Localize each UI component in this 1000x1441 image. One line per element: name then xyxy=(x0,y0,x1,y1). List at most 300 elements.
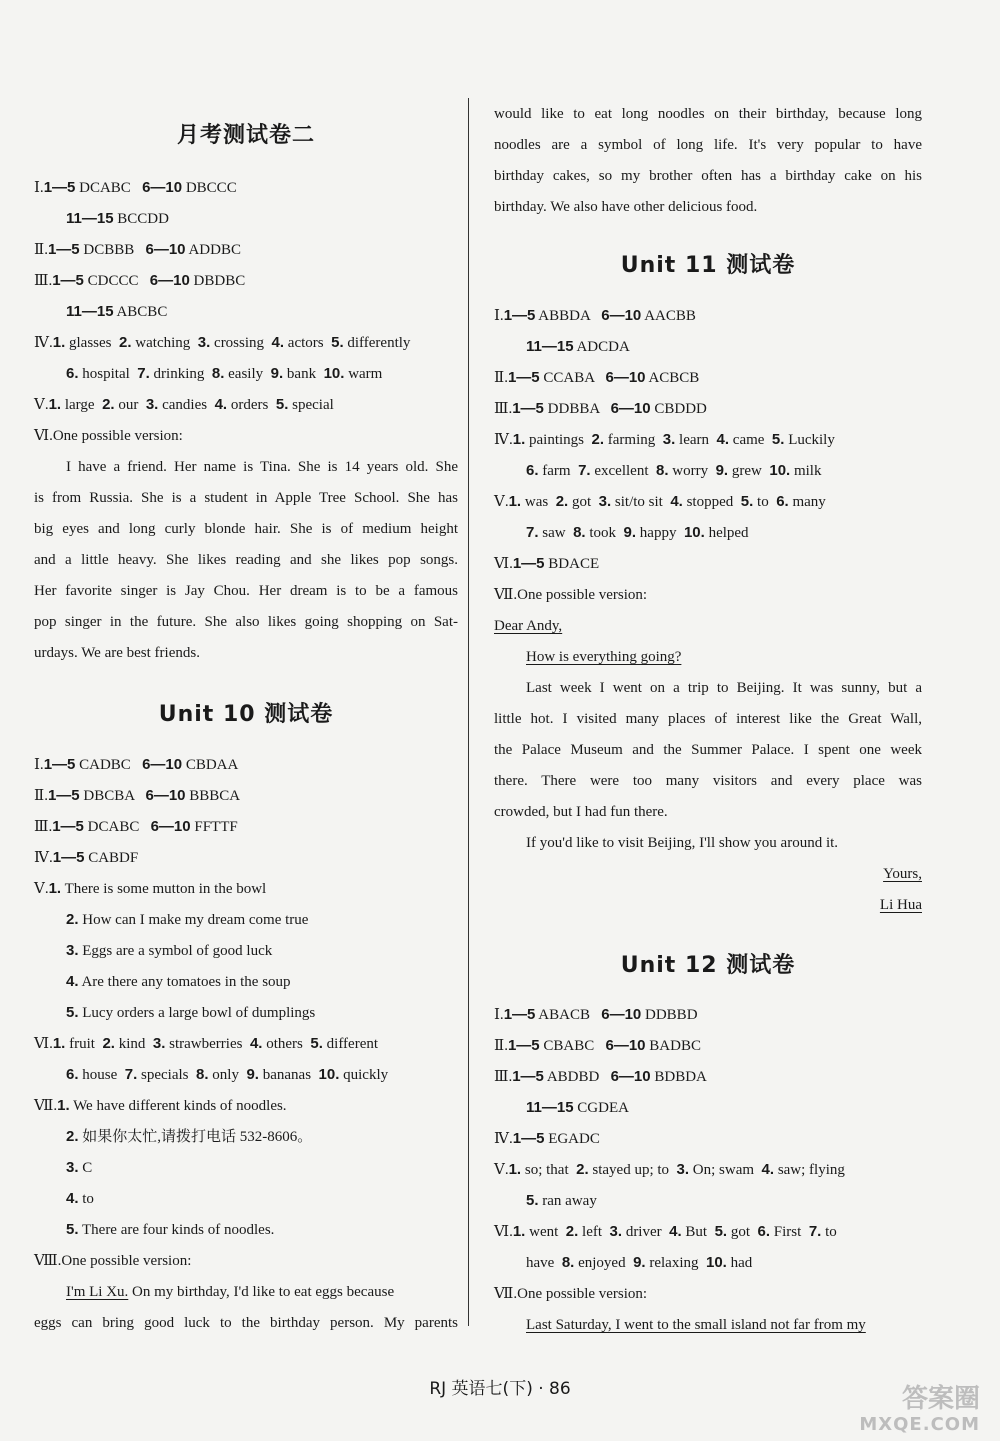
item-number: 1. xyxy=(508,1161,522,1178)
answer-text: ABCBC xyxy=(113,304,168,320)
question-number: Ⅰ. xyxy=(34,757,44,773)
item-number: 3. xyxy=(66,942,79,959)
answer-text: crossing xyxy=(210,335,272,351)
answer-text: actors xyxy=(284,335,332,351)
answer-text: DDBBA xyxy=(543,401,611,417)
letter-signoff-text: Yours, xyxy=(883,866,922,882)
essay-line: birthday cakes, so my brother often has a birthday cake on his xyxy=(494,168,922,184)
essay-line: urdays. We are best friends. xyxy=(34,645,200,661)
question-number: Ⅲ. xyxy=(34,273,53,289)
letter-body-line: Last week I went on a trip to Beijing. It was sunny, but a xyxy=(526,680,922,696)
item-number: 1. xyxy=(48,396,62,413)
answer-line xyxy=(494,492,922,512)
item-number: 3. xyxy=(152,1035,166,1052)
item-number: 1—5 xyxy=(512,400,544,417)
answer-text: specials xyxy=(137,1067,197,1083)
question-number: Ⅱ. xyxy=(494,1038,508,1054)
item-number: 6—10 xyxy=(150,818,191,835)
item-number: 2. xyxy=(102,1035,115,1052)
answer-line xyxy=(34,240,458,260)
item-number: 6. xyxy=(757,1223,771,1240)
answer-text: BADBC xyxy=(645,1038,701,1054)
item-number: 1—5 xyxy=(512,1130,545,1147)
item-number: 1—5 xyxy=(52,818,84,835)
answer-line xyxy=(34,178,458,198)
answer-text: First xyxy=(770,1224,809,1240)
item-number: 9. xyxy=(270,365,284,382)
answer-text: sit/to sit xyxy=(611,494,671,510)
answer-text: excellent xyxy=(590,463,656,479)
question-number: Ⅷ. xyxy=(34,1253,62,1269)
item-number: 1. xyxy=(52,334,66,351)
answer-line xyxy=(34,1158,458,1178)
answer-text: DCBBB xyxy=(79,242,146,258)
answer-line xyxy=(34,1189,458,1209)
item-number: 1—5 xyxy=(52,849,85,866)
item-number: 1—5 xyxy=(47,241,80,258)
answer-text: We have different kinds of noodles. xyxy=(69,1098,287,1114)
answer-text: came xyxy=(729,432,772,448)
letter-body-line: the Palace Museum and the Summer Palace. I spent one week xyxy=(494,742,922,758)
section-title: Unit 12 测试卷 xyxy=(620,953,796,978)
answer-text: learn xyxy=(675,432,717,448)
essay-line: I have a friend. Her name is Tina. She is 14 years old. She xyxy=(66,459,458,475)
item-number: 5. xyxy=(331,334,344,351)
item-number: 5. xyxy=(66,1221,79,1238)
answer-text: DBDBC xyxy=(189,273,246,289)
question-number: Ⅲ. xyxy=(494,401,513,417)
answer-text: One possible version: xyxy=(517,587,648,603)
answer-line xyxy=(34,426,458,446)
answer-line xyxy=(494,1036,922,1056)
essay-line: is from Russia. She is a student in Apple Tree School. She has xyxy=(34,490,458,506)
essay-line xyxy=(34,1282,458,1302)
letter-body-line: crowded, but I had fun there. xyxy=(494,804,668,820)
watermark-url: MXQE.COM xyxy=(859,1414,980,1435)
question-number: Ⅴ. xyxy=(34,397,49,413)
answer-text: EGADC xyxy=(544,1131,600,1147)
item-number: 3. xyxy=(197,334,211,351)
item-number: 7. xyxy=(578,462,591,479)
answer-line xyxy=(34,271,458,291)
item-number: 6—10 xyxy=(142,179,183,196)
item-number: 8. xyxy=(656,462,669,479)
answer-text: FFTTF xyxy=(190,819,238,835)
item-number: 10. xyxy=(323,365,345,382)
item-number: 3. xyxy=(662,431,676,448)
answer-text: Lucy orders a large bowl of dumplings xyxy=(78,1005,316,1021)
answer-text: stayed up; to xyxy=(588,1162,677,1178)
answer-line xyxy=(34,910,458,930)
answer-text: ABBDA xyxy=(535,308,602,324)
question-number: Ⅵ. xyxy=(494,1224,513,1240)
item-number: 4. xyxy=(761,1161,775,1178)
item-number: 11—15 xyxy=(66,303,114,320)
item-number: 1. xyxy=(512,431,526,448)
answer-text: DDBBD xyxy=(641,1007,698,1023)
item-number: 10. xyxy=(683,524,705,541)
question-number: Ⅶ. xyxy=(494,587,518,603)
item-number: 4. xyxy=(670,493,683,510)
answer-text: There are four kinds of noodles. xyxy=(78,1222,275,1238)
answer-line xyxy=(494,1160,922,1180)
answer-text: milk xyxy=(790,463,822,479)
answer-line xyxy=(494,554,922,574)
essay-line: and a little heavy. She likes reading and she likes pop songs. xyxy=(34,552,458,568)
letter-opening-text: How is everything going? xyxy=(526,649,682,665)
answer-text: easily xyxy=(224,366,271,382)
answer-text: house xyxy=(78,1067,125,1083)
answer-line xyxy=(494,1129,922,1149)
answer-text: DCABC xyxy=(75,180,143,196)
essay-line: Her favorite singer is Jay Chou. Her dream is to be a famous xyxy=(34,583,458,599)
answer-text: 如果你太忙,请拨打电话 532-8606。 xyxy=(78,1129,313,1145)
answer-text: CCABA xyxy=(539,370,606,386)
essay-line: pop singer in the future. She also likes going shopping on Sat- xyxy=(34,614,458,630)
item-number: 1—5 xyxy=(47,787,80,804)
answer-line xyxy=(34,209,458,229)
item-number: 11—15 xyxy=(526,338,574,355)
answer-line xyxy=(494,1253,922,1273)
answer-line xyxy=(34,1034,458,1054)
item-number: 1—5 xyxy=(507,369,540,386)
item-number: 9. xyxy=(715,462,729,479)
essay-line: noodles are a symbol of long life. It's very popular to have xyxy=(494,137,922,153)
answer-text: special xyxy=(288,397,334,413)
item-number: 4. xyxy=(66,1190,79,1207)
answer-line xyxy=(34,1127,458,1147)
answer-text: so; that xyxy=(521,1162,577,1178)
answer-line xyxy=(34,972,458,992)
item-number: 6—10 xyxy=(605,1037,646,1054)
item-number: 9. xyxy=(633,1254,646,1271)
answer-text: CBDDD xyxy=(650,401,707,417)
answer-text: CBDAA xyxy=(182,757,239,773)
answer-line xyxy=(494,1098,922,1118)
item-number: 6—10 xyxy=(601,1006,642,1023)
answer-text: bank xyxy=(283,366,324,382)
answer-text: enjoyed xyxy=(574,1255,634,1271)
answer-text: ACBCB xyxy=(645,370,700,386)
item-number: 8. xyxy=(211,365,225,382)
answer-text: was xyxy=(521,494,556,510)
answer-text: But xyxy=(681,1224,715,1240)
question-number: Ⅳ. xyxy=(34,850,53,866)
item-number: 2. xyxy=(555,493,569,510)
answer-text: happy xyxy=(636,525,684,541)
answer-text: BBBCA xyxy=(185,788,241,804)
answer-text: farm xyxy=(538,463,579,479)
answer-line xyxy=(494,585,922,605)
question-number: Ⅰ. xyxy=(494,308,504,324)
item-number: 3. xyxy=(145,396,159,413)
letter-signoff xyxy=(494,864,922,884)
answer-text: strawberries xyxy=(165,1036,250,1052)
item-number: 10. xyxy=(318,1066,340,1083)
answer-text: hospital xyxy=(78,366,138,382)
answer-text: warm xyxy=(344,366,383,382)
question-number: Ⅳ. xyxy=(494,432,513,448)
answer-text: On; swam xyxy=(689,1162,762,1178)
question-number: Ⅱ. xyxy=(34,788,48,804)
answer-line xyxy=(34,879,458,899)
letter-salutation: Dear Andy, xyxy=(494,618,563,634)
answer-text: DBCCC xyxy=(182,180,237,196)
item-number: 4. xyxy=(716,431,730,448)
question-number: Ⅰ. xyxy=(34,180,44,196)
answer-text: CBABC xyxy=(539,1038,606,1054)
item-number: 1—5 xyxy=(43,179,76,196)
essay-underlined-text: I'm Li Xu. xyxy=(66,1284,129,1300)
answer-text: One possible version: xyxy=(61,1253,192,1269)
item-number: 8. xyxy=(561,1254,575,1271)
answer-line xyxy=(34,364,458,384)
item-number: 6—10 xyxy=(610,400,651,417)
answer-text: BDACE xyxy=(544,556,600,572)
essay-line: eggs can bring good luck to the birthday person. My parents xyxy=(34,1315,458,1331)
answer-text: left xyxy=(578,1224,610,1240)
item-number: 1. xyxy=(57,1097,70,1114)
answer-text: ran away xyxy=(538,1193,597,1209)
answer-text: BCCDD xyxy=(113,211,169,227)
answer-line xyxy=(494,368,922,388)
answer-text: paintings xyxy=(525,432,592,448)
answer-text: kind xyxy=(114,1036,153,1052)
answer-text: worry xyxy=(668,463,716,479)
question-number: Ⅵ. xyxy=(34,1036,53,1052)
item-number: 2. xyxy=(66,1128,79,1145)
item-number: 10. xyxy=(769,462,791,479)
item-number: 6. xyxy=(526,462,539,479)
column-divider xyxy=(468,98,469,1326)
item-number: 6—10 xyxy=(142,756,183,773)
answer-text: orders xyxy=(227,397,276,413)
answer-text: took xyxy=(585,525,624,541)
question-number: Ⅴ. xyxy=(494,1162,509,1178)
item-number: 1. xyxy=(512,1223,526,1240)
item-number: 5. xyxy=(66,1004,79,1021)
answer-text: ADCDA xyxy=(573,339,630,355)
answer-text: grew xyxy=(728,463,770,479)
item-number: 7. xyxy=(526,524,539,541)
answer-text: ADDBC xyxy=(185,242,241,258)
answer-text: our xyxy=(114,397,146,413)
question-number: Ⅲ. xyxy=(34,819,53,835)
answer-text: C xyxy=(78,1160,93,1176)
answer-text: CADBC xyxy=(75,757,143,773)
item-number: 2. xyxy=(576,1161,589,1178)
item-number: 4. xyxy=(249,1035,263,1052)
answer-text: to xyxy=(821,1224,837,1240)
item-number: 5. xyxy=(275,396,289,413)
question-number: Ⅲ. xyxy=(494,1069,513,1085)
letter-body-line: little hot. I visited many places of interest like the Great Wall, xyxy=(494,711,922,727)
answer-line xyxy=(34,333,458,353)
item-number: 1—5 xyxy=(503,1006,536,1023)
item-number: 6—10 xyxy=(601,307,642,324)
answer-text: got xyxy=(568,494,599,510)
answer-line xyxy=(34,1003,458,1023)
answer-line xyxy=(34,786,458,806)
answer-text: relaxing xyxy=(645,1255,706,1271)
answer-text: quickly xyxy=(339,1067,389,1083)
essay-text: On my birthday, I'd like to eat eggs because xyxy=(128,1284,395,1300)
answer-line xyxy=(494,337,922,357)
item-number: 7. xyxy=(808,1223,822,1240)
item-number: 5. xyxy=(310,1035,323,1052)
answer-text: to xyxy=(78,1191,94,1207)
item-number: 4. xyxy=(214,396,228,413)
item-number: 11—15 xyxy=(526,1099,574,1116)
item-number: 5. xyxy=(740,493,754,510)
page-footer: RJ 英语七(下) · 86 xyxy=(429,1379,571,1399)
answer-text: ABACB xyxy=(535,1007,602,1023)
answer-line xyxy=(494,399,922,419)
answer-text: went xyxy=(525,1224,566,1240)
answer-text: farming xyxy=(604,432,663,448)
item-number: 3. xyxy=(676,1161,690,1178)
section-title: 月考测试卷二 xyxy=(176,123,315,148)
item-number: 6—10 xyxy=(605,369,646,386)
answer-text: got xyxy=(727,1224,758,1240)
item-number: 3. xyxy=(609,1223,623,1240)
answer-text: One possible version: xyxy=(52,428,183,444)
answer-line xyxy=(34,817,458,837)
item-number: 5. xyxy=(714,1223,728,1240)
item-number: 9. xyxy=(246,1066,259,1083)
answer-text: differently xyxy=(343,335,411,351)
item-number: 4. xyxy=(271,334,285,351)
answer-text: only xyxy=(208,1067,247,1083)
item-number: 6—10 xyxy=(145,787,186,804)
answer-text: AACBB xyxy=(641,308,696,324)
answer-line xyxy=(494,523,922,543)
section-title: Unit 10 测试卷 xyxy=(158,702,334,727)
item-number: 2. xyxy=(102,396,115,413)
answer-line xyxy=(34,848,458,868)
question-number: Ⅳ. xyxy=(494,1131,513,1147)
answer-text: CDCCC xyxy=(83,273,150,289)
item-number: 8. xyxy=(573,524,586,541)
essay-line: would like to eat long noodles on their birthday, because long xyxy=(494,106,922,122)
section-title: Unit 11 测试卷 xyxy=(620,253,796,278)
item-number: 10. xyxy=(706,1254,727,1271)
item-number: 1—5 xyxy=(43,756,76,773)
item-number: 1—5 xyxy=(52,272,84,289)
watermark-text: 答案圈 xyxy=(901,1384,980,1414)
item-number: 2. xyxy=(119,334,132,351)
item-number: 4. xyxy=(66,973,79,990)
question-number: Ⅶ. xyxy=(494,1286,518,1302)
essay-line: birthday. We also have other delicious food. xyxy=(494,199,758,215)
answer-text: Are there any tomatoes in the soup xyxy=(78,974,291,990)
question-number: Ⅴ. xyxy=(494,494,509,510)
item-number: 9. xyxy=(623,524,637,541)
answer-text: bananas xyxy=(258,1067,319,1083)
answer-line xyxy=(34,1065,458,1085)
item-number: 6—10 xyxy=(610,1068,651,1085)
answer-text: helped xyxy=(704,525,749,541)
answer-text: saw xyxy=(538,525,574,541)
answer-text: CGDEA xyxy=(573,1100,629,1116)
answer-text: many xyxy=(788,494,826,510)
item-number: 4. xyxy=(669,1223,682,1240)
answer-line xyxy=(34,302,458,322)
question-number: Ⅱ. xyxy=(34,242,48,258)
answer-line xyxy=(494,1222,922,1242)
answer-line xyxy=(494,461,922,481)
letter-signature-text: Li Hua xyxy=(879,897,922,913)
item-number: 1. xyxy=(48,880,62,897)
item-number: 2. xyxy=(66,911,79,928)
item-number: 6—10 xyxy=(145,241,186,258)
answer-text: stopped xyxy=(682,494,741,510)
item-number: 1—5 xyxy=(507,1037,540,1054)
answer-text: Eggs are a symbol of good luck xyxy=(78,943,273,959)
answer-line xyxy=(494,1067,922,1087)
essay-underlined-text: Last Saturday, I went to the small island not far from my xyxy=(526,1317,866,1333)
item-number: 1—5 xyxy=(512,555,545,572)
answer-text: different xyxy=(322,1036,379,1052)
essay-line xyxy=(494,1315,922,1335)
answer-text: One possible version: xyxy=(517,1286,648,1302)
answer-text: There is some mutton in the bowl xyxy=(61,881,267,897)
item-number: 7. xyxy=(137,365,150,382)
item-number: 6. xyxy=(66,1066,79,1083)
answer-text: driver xyxy=(622,1224,670,1240)
answer-text: BDBDA xyxy=(650,1069,707,1085)
answer-line xyxy=(34,1251,458,1271)
answer-text: Luckily xyxy=(784,432,835,448)
letter-signature xyxy=(494,895,922,915)
item-number: 1. xyxy=(52,1035,66,1052)
answer-text: had xyxy=(726,1255,753,1271)
answer-text: drinking xyxy=(149,366,212,382)
question-number: Ⅴ. xyxy=(34,881,49,897)
item-number: 1—5 xyxy=(512,1068,544,1085)
item-number: 2. xyxy=(565,1223,579,1240)
item-number: 2. xyxy=(591,431,605,448)
answer-text: DBCBA xyxy=(79,788,146,804)
answer-line xyxy=(494,430,922,450)
watermark-logo xyxy=(800,1386,980,1436)
item-number: 6—10 xyxy=(149,272,190,289)
item-number: 1—5 xyxy=(503,307,536,324)
item-number: 5. xyxy=(771,431,785,448)
answer-line xyxy=(494,306,922,326)
answer-line xyxy=(34,1220,458,1240)
answer-text: have xyxy=(526,1255,562,1271)
item-number: 3. xyxy=(66,1159,79,1176)
answer-text: watching xyxy=(131,335,198,351)
letter-body-line: there. There were too many visitors and every place was xyxy=(494,773,922,789)
item-number: 7. xyxy=(124,1066,138,1083)
item-number: 6. xyxy=(66,365,79,382)
item-number: 6. xyxy=(776,493,789,510)
answer-text: saw; flying xyxy=(774,1162,845,1178)
item-number: 5. xyxy=(526,1192,539,1209)
answer-line xyxy=(34,395,458,415)
answer-line xyxy=(34,941,458,961)
question-number: Ⅰ. xyxy=(494,1007,504,1023)
answer-text: large xyxy=(61,397,103,413)
answer-text: How can I make my dream come true xyxy=(78,912,309,928)
item-number: 1. xyxy=(508,493,522,510)
question-number: Ⅳ. xyxy=(34,335,53,351)
answer-text: ABDBD xyxy=(543,1069,611,1085)
answer-text: CABDF xyxy=(84,850,139,866)
answer-line xyxy=(34,755,458,775)
